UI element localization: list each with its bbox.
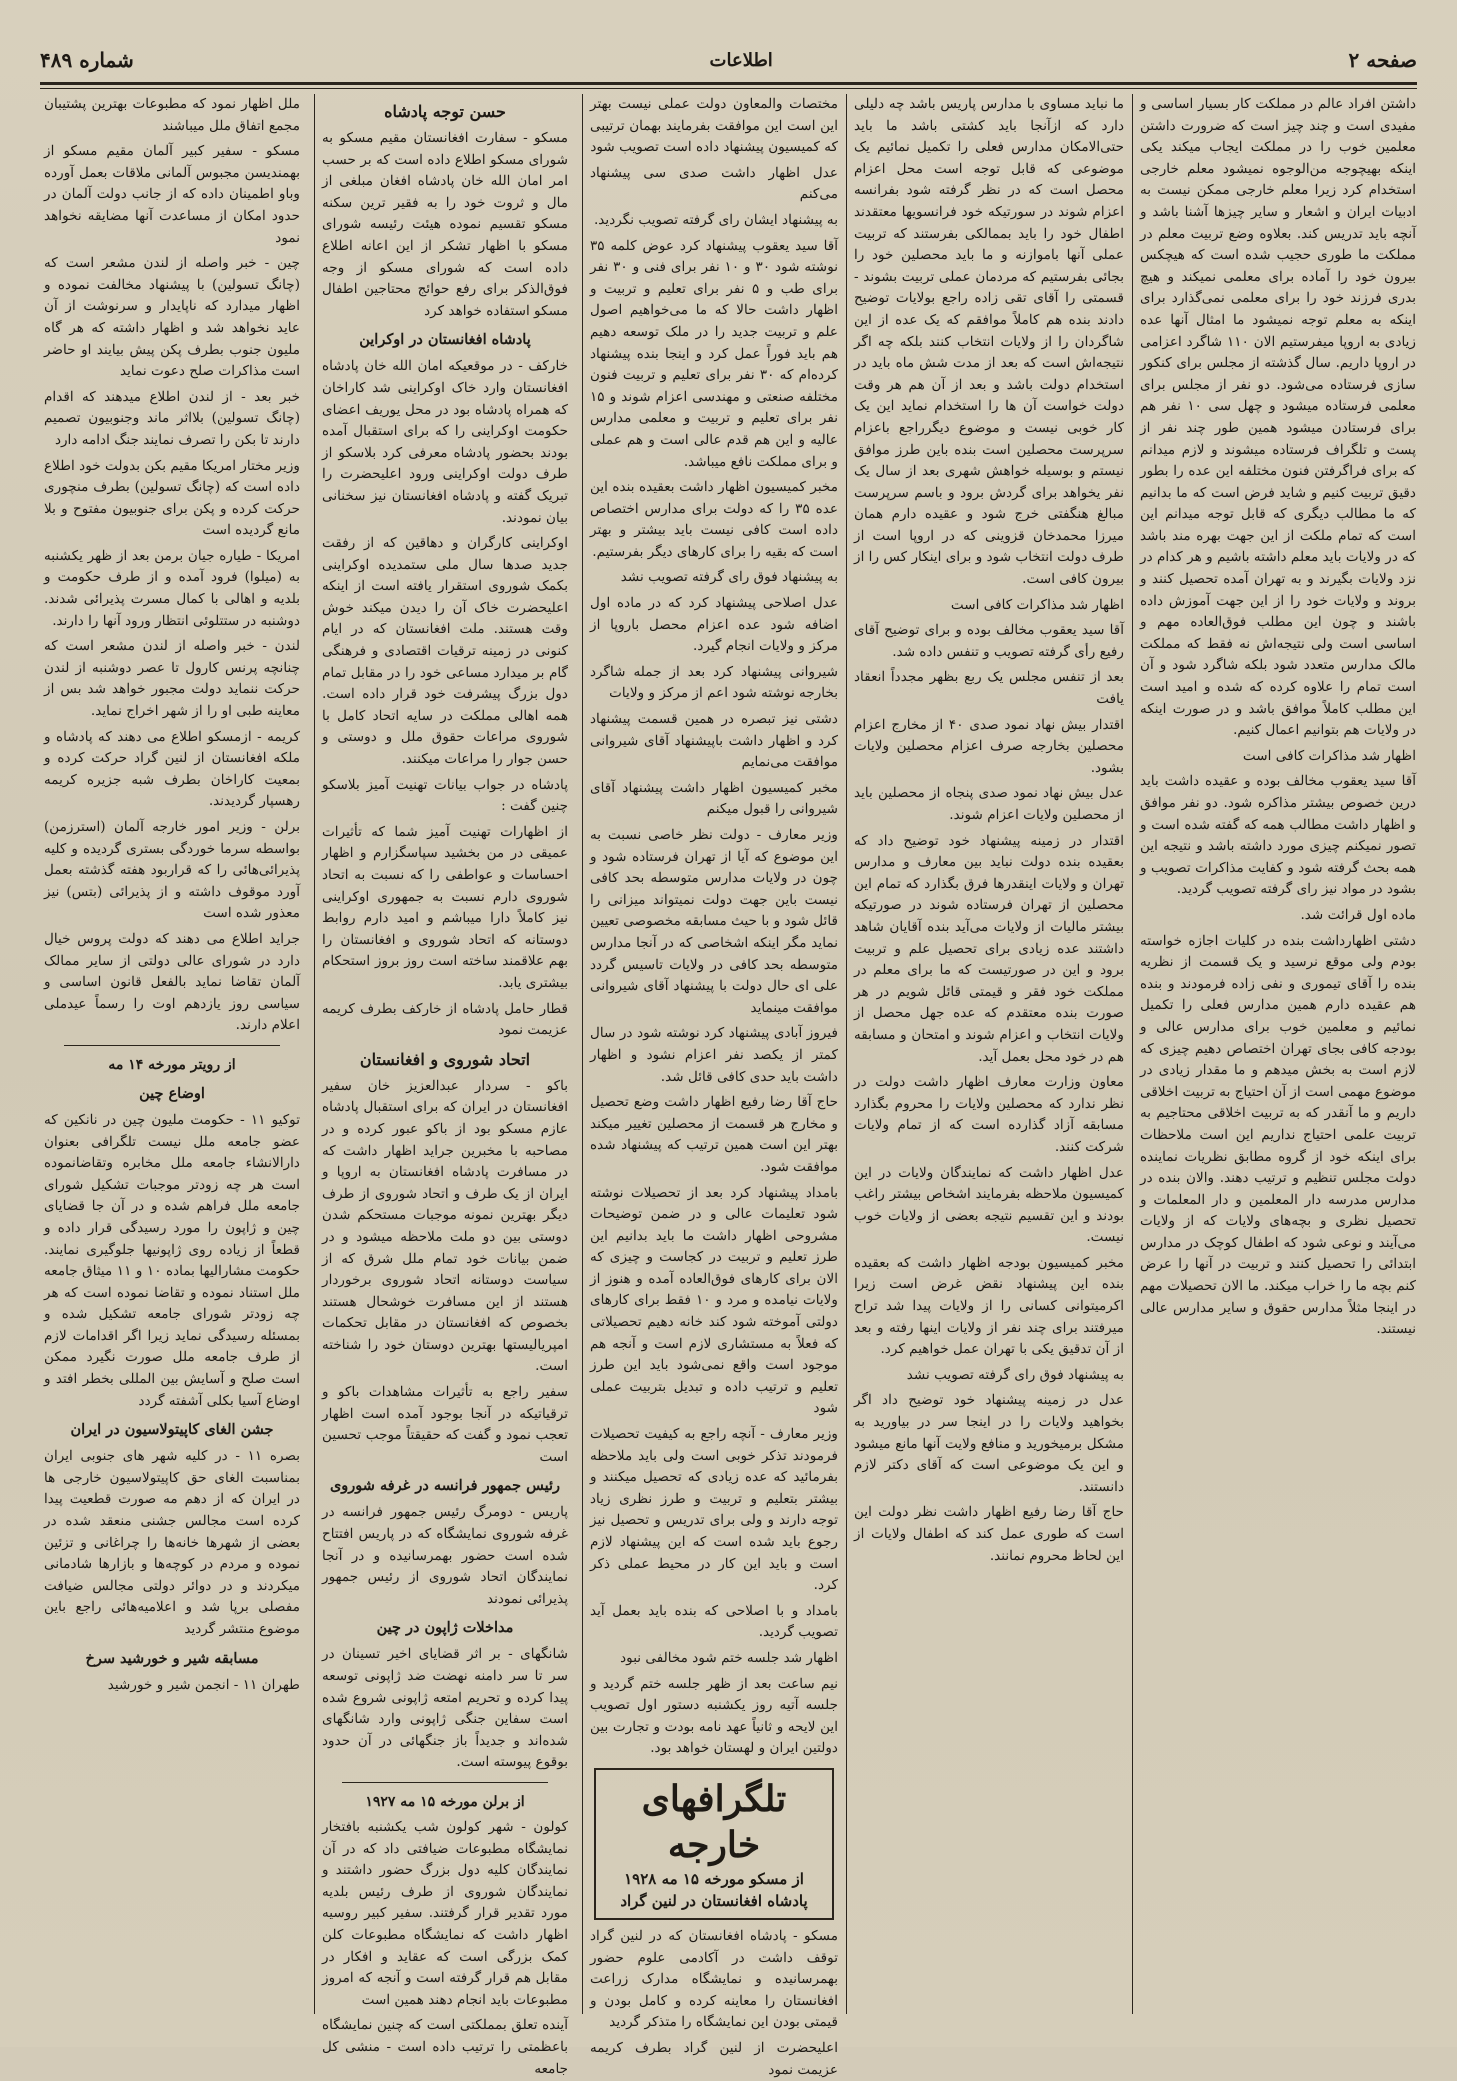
article-paragraph: از اظهارات تهنیت آمیز شما که تأثیرات عمیقی در من بخشید سپاسگزارم و اظهار احساسات و عواطفی را که نسبت به اتحاد شوروی دارم نسبت به جمهوری اوکراینی نیز کاملاً دارا میباشم و امید دارم روابط دوستانه که اتحاد شوروی و افغانستان را بهم علاقمند ساخته است روز بروز استحکام بیشتری یابد. [322, 823, 568, 991]
section-separator [342, 1782, 548, 1783]
article-paragraph: اقتدار بیش نهاد نمود صدی ۴۰ از مخارج اعزام محصلین بخارجه صرف اعزام محصلین ولایات بشود. [854, 716, 1124, 776]
column-3 [590, 94, 839, 2078]
article-paragraph: لندن - خبر واصله از لندن مشعر است که چنانچه پرنس کارول تا عصر دوشنبه از لندن حرکت ننماید دولت مجبور خواهد شد بس از معاینه طبی او را از شهر اخراج نماید. [44, 638, 300, 720]
article-paragraph: جراید اطلاع می دهند که دولت پروس خیال دارد در شورای عالی دولتی از سایر ممالک آلمان تقاضا نماید بالفعل قانون اساسی و سیاسی روز یازدهم اوت را رسماً عیدملی اعلام دارند. [44, 930, 300, 1034]
article-paragraph: مسکو - سفارت افغانستان مقیم مسکو به شورای مسکو اطلاع داده است که بر حسب امر امان الله خان پادشاه افغان مبلغی از مال و ثروت خود را به فقیر ترین سکنه مسکو تقسیم نموده هیئت رئیسه شورای مسکو با اظهار تشکر از این اعانه اطلاع داده است که شورای مسکو از وجه فوق‌الذکر برای رفع حوائج محتاجین اطفال مسکو استفاده خواهد کرد [322, 130, 568, 319]
masthead-rule [40, 82, 1417, 85]
article-paragraph: مسکو - پادشاه افغانستان که در لنین گراد توقف داشت در آکادمی علوم حضور بهمرسانیده و نمایشگاه مدارک زراعت افغانستان را معاینه کرده و کامل بودن و قیمتی بودن این نمایشگاه را متذکر گردید [590, 1927, 838, 2031]
article-paragraph: معاون وزارت معارف اظهار داشت دولت در نظر ندارد که محصلین ولایات را محروم بگذارد مسابقه آزاد گذارده است که از تمام ولایات شرکت کنند. [854, 1074, 1124, 1155]
headline: جشن الغای کاپیتولاسیون در ایران [70, 1421, 274, 1439]
telegram-subtitle: پادشاه افغانستان در لنین گراد [620, 1891, 808, 1910]
page-number: صفحه ۲ [1348, 48, 1417, 72]
article-paragraph: باکو - سردار عبدالعزیز خان سفیر افغانستان در ایران که برای استقبال پادشاه عازم مسکو بود از باکو عبور کرده و در مصاحبه با مخبرین جراید اظهار داشت که در مسافرت پادشاه افغانستان به اروپا و ایران از یک طرف و اتحاد شوروی از طرف دیگر بهترین نمونه موجبات مستحکم شدن دوستی بین دو ملت ملاحظه میشود و در ضمن بیانات خود تمام ملل شرق که از سیاست دوستانه اتحاد شوروی برخوردار هستند از این مسافرت خوشحال هستند بخصوص که افغانستان در مقابل تحکمات امپریالیستها بهترین دوستان خود را شناخته است. [322, 1077, 568, 1375]
headline: اوضاع چین [139, 1084, 205, 1102]
article-paragraph: توکیو ۱۱ - حکومت ملیون چین در نانکین که عضو جامعه ملل نیست تلگرافی بعنوان دارالانشاء جامعه ملل مخابره وتقاضانموده است هر چه زودتر موجبات تشکیل شورای جامعه ملل فراهم شده و در آن جا قضایای چین و ژاپون را مورد رسیدگی قرار داده و قطعاً از زیاده روی ژاپونیها جلوگیری نمایند. حکومت مشارالیها بماده ۱۰ و ۱۱ میثاق جامعه ملل استناد نموده و تقاضا نموده است که هر چه زودتر شورای جامعه تشکیل شده و بمسئله رسیدگی نماید زیرا اگر اقدامات لازم از طرف جامعه ملل صورت نگیرد ممکن است صلح و آسایش بین المللی بخطر افتد و اوضاع آسیا بکلی آشفته گردد [44, 1111, 301, 1409]
article-paragraph: طهران ۱۱ - انجمن شیر و خورشید [107, 1676, 300, 1693]
article-paragraph: ملل اظهار نمود که مطبوعات بهترین پشتیبان مجمع اتفاق ملل میباشند [44, 96, 300, 134]
article-paragraph: پاریس - دومرگ رئیس جمهور فرانسه در غرفه شوروی نمایشگاه که در پاریس افتتاح شده است حضور بهمرسانیده و در آنجا نمایندگان اتحاد شوروی از رئیس جمهور پذیرائی نمودند [322, 1504, 568, 1607]
article-paragraph: مسکو - سفیر کبیر آلمان مقیم مسکو از بهمندیسن مجبوس آلمانی ملاقات بعمل آورده وباو اطمینان داده که از جانب دولت آلمان در حدود امکان از مساعدت آنها مضایقه نخواهد نمود [44, 143, 300, 246]
headline: پادشاه افغانستان در اوکراین [359, 331, 531, 349]
article-paragraph: سفیر راجع به تأثیرات مشاهدات باکو و ترقیاتیکه در آنجا بوجود آمده است اظهار تعجب نمود و گفت که حقیقتاً موجب تحسین است [322, 1384, 568, 1465]
column-divider [582, 94, 583, 2014]
article-paragraph: مخبر کمیسیون اظهار داشت بعقیده بنده این عده ۳۵ را که دولت برای مدارس اختصاص داده است کافی نیست باید بیشتر و بهتر است که بقیه را برای کارهای دیگر بفرستیم. [590, 479, 838, 560]
headline: مسابقه شیر و خورشید سرخ [85, 1649, 259, 1667]
article-paragraph: بامداد پیشنهاد کرد بعد از تحصیلات نوشته شود تعلیمات عالی و در ضمن توضیحات مشروحی اظهار داشت ما باید بدانیم این طرز تعلیم و تربیت در کجاست و چیزی که الان برای کارهای فوق‌العاده آمده و هنوز از ولایات نیامده و مرد و ۱۰ فقط برای کارهای دولتی آموخته شود کند خانه دهیم تحصیلاتی که فعلاً به مستشاری لازم است و آنجه هم موجود است واقع نمی‌شود باید این طرز تعلیم و ترتیب داده و تبدیل بتربیت عملی شود [590, 1184, 838, 1417]
column-divider [1132, 94, 1133, 2014]
masthead [40, 40, 1417, 80]
paper-name: اطلاعات [709, 49, 773, 71]
article-paragraph: وزیر معارف - آنچه راجع به کیفیت تحصیلات فرمودند تذکر خوبی است ولی باید ملاحظه بفرمائید که عده زیادی که تحصیل میکنند و بیشتر بتعلیم و تربیت و طرز نظری زیاد توجه دارند و ولی برای تدریس و تحصیل نیز رجوع باید شده است که این پیشنهاد لازم است و باید این کار در محیط عملی ذکر کرد. [590, 1426, 838, 1594]
article-paragraph: وزیر معارف - دولت نظر خاصی نسبت به این موضوع که آیا از تهران فرستاده شود و چون در ولایات مدارس متوسطه بحد کافی نیست باین جهت دولت نمیتواند میزانی را قائل شود و با حیث مسابقه مخصوصی تعیین نماید مگر اینکه اشخاصی که در آنجا مدارس متوسطه بحد کافی در ولایات تاسیس گردد علی ای حال دولت با پیشنهاد آقای شیروانی موافقت مینماید [590, 827, 838, 1016]
article-paragraph: آقا سید یعقوب پیشنهاد کرد عوض کلمه ۳۵ نوشته شود ۳۰ و ۱۰ نفر برای فنی و ۳۰ نفر برای طب و ۵ نفر برای تعلیم و تربیت و اظهار داشت حالا که ما می‌خواهیم اصول علم و تربیت جدید را در ملک توسعه دهیم هم باید فوراً عمل کرد و اینجا بنده پیشنهاد کرده‌ام که ۳۰ نفر برای تعلیم و تربیت فنون مختلفه صنعتی و مهندسی اعزام شوند و ۱۵ نفر برای تعلیم و تربیت و معلمی مدارس عالیه و این هم قدم عالی است و هم عملی و برای مملکت نافع میباشد. [590, 237, 839, 470]
article-paragraph: مخبر کمیسیون اظهار داشت پیشنهاد آقای شیروانی را قبول میکنم [590, 779, 838, 818]
article-paragraph: دشتی نیز تبصره در همین قسمت پیشنهاد کرد و اظهار داشت باپیشنهاد آقای شیروانی موافقت می‌نمایم [590, 711, 838, 771]
article-paragraph: عدل در زمینه پیشنهاد خود توضیح داد اگر بخواهید ولایات را در اینجا سر در بیاورید به مشکل برمیخورید و منافع ولایت آنها مانع میشود و این یک موضوعی است که آقای دکتر لازم دانستند. [854, 1392, 1124, 1495]
article-paragraph: وزیر مختار امریکا مقیم بکن بدولت خود اطلاع داده است که (چانگ تسولین) بطرف منچوری حرکت کرده و پکن برای جنوبیون مفتوح و بلا مانع گردیده است [44, 457, 300, 539]
article-paragraph: به پیشنهاد ایشان رای گرفته تصویب نگردید. [593, 211, 838, 228]
article-paragraph: مختصات والمعاون دولت عملی نیست بهتر این است این موافقت بفرمایند بهمان ترتیبی که کمیسیون پیشنهاد داده است تصویب شود [590, 96, 838, 156]
article-paragraph: آینده تعلق بمملکتی است که چنین نمایشگاه باعظمتی را ترتیب داده است - منشی کل جامعه [322, 2017, 568, 2077]
article-paragraph: خارکف - در موقعیکه امان الله خان پادشاه افغانستان وارد خاک اوکراینی شد کاراخان که همراه پادشاه بود در محل یوریف اعضای حکومت اوکراینی را که برای استقبال آمده بودند بحضور پادشاه معرفی کرد بلاسکو از طرف دولت اوکراینی ورود اعلیحضرت را تبریک گفته و پادشاه افغانستان نیز سخنانی بیان نمودند. [322, 358, 568, 526]
column-1 [1140, 94, 1416, 2014]
telegram-date: از مسکو مورخه ۱۵ مه ۱۹۲۸ [624, 1869, 804, 1888]
article-paragraph: شانگهای - بر اثر قضایای اخیر تسینان در سر تا سر دامنه نهضت ضد ژاپونی توسعه پیدا کرده و تحریم امتعه ژاپونی شروع شده است سفاین جنگی ژاپونی وارد شانگهای شده‌اند و جدیداً باز جنگهائی در آن حدود بوقوع پیوسته است. [322, 1646, 568, 1771]
article-paragraph: عدل بیش نهاد نمود صدی پنجاه از محصلین باید از محصلین ولایات اعزام شوند. [854, 785, 1124, 823]
dateline: از رویتر مورخه ۱۴ مه [108, 1056, 236, 1073]
column-5 [44, 94, 300, 2014]
article-paragraph: برلن - وزیر امور خارجه آلمان (استرزمن) بواسطه سرما خوردگی بستری گردیده و کلیه پذیرائی‌هائی را که قراربود هفته گذشته بعمل آورد موقوف داشته و از پذیرائی (بتس) نیز معذور شده است [44, 819, 300, 922]
article-paragraph: بعد از تنفس مجلس یک ربع بظهر مجدداً انعقاد یافت [854, 669, 1124, 708]
foreign-telegrams-title: تلگرافهای خارجه [641, 1777, 787, 1866]
article-paragraph: چین - خبر واصله از لندن مشعر است که (چانگ تسولین) با پیشنهاد مخالفت نموده و اظهار میدارد که ناپایدار و سرنوشت از آن عاید نخواهد شد و اظهار داشته که هر گاه ملیون جنوب بطرف پکن پیش بیایند او حاضر است مذاکرات صلح دعوت نماید [44, 255, 300, 380]
article-paragraph: حاج آقا رضا رفیع اظهار داشت وضع تحصیل و مخارج هر قسمت از محصلین تغییر میکند بهتر این است همین ترتیب که پیشنهاد شده موافقت شود. [590, 1094, 838, 1175]
column-2 [854, 94, 1124, 2014]
article-paragraph: اظهار شد جلسه ختم شود مخالفی نبود [620, 1649, 838, 1666]
article-paragraph: به پیشنهاد فوق رای گرفته تصویب نشد [620, 569, 838, 586]
dateline: از برلن مورخه ۱۵ مه ۱۹۲۷ [365, 1793, 525, 1810]
article-paragraph: امریکا - طیاره جیان برمن بعد از ظهر یکشنبه به (میلوا) فرود آمده و از طرف حکومت و بلدیه و اهالی با کمال مسرت پذیرائی شدند. دوشنبه در ستتلوئی انتظار ورود آنها را دارند. [44, 547, 300, 629]
headline: اتحاد شوروی و افغانستان [359, 1049, 531, 1069]
article-paragraph: عدل اصلاحی پیشنهاد کرد که در ماده اول اضافه شود عده اعزام محصل باروپا از مرکز و ولایات انجام گیرد. [590, 595, 838, 655]
article-paragraph: اقتدار در زمینه پیشنهاد خود توضیح داد که بعقیده بنده دولت نباید بین معارف و مدارس تهران و ولایات اینقدرها فرق بگذارد که تمام این محصلین از تهران فرستاده شوند در صورتیکه بیشتر مالیات از ولایات می‌آید بنده آقایان شاهد داشتند عده زیادی برای تحصیل علم و تربیت برود و این در صورتیست که ما برای معلم در مملکت خود فقر و قیمتی قائل شویم در هر صورت بنده معتقدم که عده جهل محصل از ولایات انتخاب و اعزام شوند و امتحان و مسابقه هم در خود محل بعمل آید. [854, 832, 1124, 1065]
article-paragraph: آقا سید یعقوب مخالف بوده و برای توضیح آقای رفیع رأی گرفته تصویب و تنفس داده شد. [854, 622, 1124, 660]
article-paragraph: اظهار شد مذاکرات کافی است [1242, 747, 1416, 764]
article-paragraph: ما نباید مساوی با مدارس پاریس باشد چه دلیلی دارد که ازآنجا باید کشتی باشد ما باید حتی‌الامکان مدارس فعلی را تکمیل نمائیم یک موضوعی که قابل توجه است محل اعزام محصل است که در نظر گرفته شود بفرانسه اعزام شوند در سورتیکه خود فرانسویها معتقدند اطفال خود را باید بممالکی بفرستند که تربیت عملی آنها باموازنه و ما باید محصلین خود را بجائی بفرستیم که مردمان عملی تربیت بشوند - قسمتی را آقای تقی زاده راجع بولایات توضیح دادند بنده هم کاملاً موافقم که یک عده از این شاگردان را از ولایات انتخاب کنند بلکه چه اگر نتیجه‌اش است که بعد از مدت شش ماه باید در استخدام دولت باشد و بعد از آن هم هر وقت دولت خواست آن ها را استخدام نماید این یک کار خوبی نیست و موضوع دیگرراجع باعزام سرپرست محصلین است بنده باین طرز موافق نیستم و بوسیله خواهش شهری بعد از سال یک نفر یخواهد برای گردش برود و باسم سرپرست مبالغ هنگفتی خرج شود و عقیده دارم همان میرزا محمدخان قزوینی که در اروپا است از طرف دولت انتخاب شود و برای اینکار کس را از بیرون کافی است. [854, 96, 1124, 588]
article-paragraph: عدل اظهار داشت که نمایندگان ولایات در این کمیسیون ملاحظه بفرمایند اشخاص بیشتر راغب بودند و این تقسیم نتیجه بعضی از ولایات خوب نیست. [854, 1164, 1124, 1246]
article-paragraph: حاج آقا رضا رفیع اظهار داشت نظر دولت این است که طوری عمل کند که اطفال ولایات از این لحاظ محروم نمانند. [854, 1504, 1124, 1564]
article-paragraph: کولون - شهر کولون شب یکشنبه بافتخار نمایشگاه مطبوعات ضیافتی داد که در آن نمایندگان کلیه دول بزرگ حضور داشتند و نمایندگان شوروی از طرف رئیس بلدیه مورد تقدیر قرار گرفتند. سفیر کبیر روسیه اظهار داشت که نمایشگاه مطبوعات کلن کمک بزرگی است که عقاید و افکار در مقابل هم قرار گرفته است و آنجه که امروز مطبوعات باید انجام دهند همین است [322, 1818, 568, 2008]
article-paragraph: بصره ۱۱ - در کلیه شهر های جنوبی ایران بمناسبت الغای حق کاپیتولاسیون خارجی ها در ایران که از دهم مه صورت قطعیت پیدا کرده است مجالس جشنی منعقد شده در بعضی از شهرها خانه‌ها را چراغانی و تزئین نموده و مردم در کوچه‌ها و بازارها شادمانی میکردند و در دوائر دولتی مجالس ضیافت مفصلی برپا شد و اعلامیه‌هائی راجع باین موضوع منتشر گردید [44, 1448, 301, 1637]
article-paragraph: بامداد و با اصلاحی که بنده باید بعمل آید تصویب گردید. [590, 1602, 838, 1641]
article-paragraph: ماده اول قرائت شد. [1300, 906, 1416, 923]
column-divider [846, 94, 847, 2014]
article-paragraph: قطار حامل پادشاه از خارکف بطرف کریمه عزیمت نمود [322, 1000, 568, 1039]
article-paragraph: پادشاه در جواب بیانات تهنیت آمیز بلاسکو چنین گفت : [322, 776, 568, 815]
article-paragraph: دشتی اظهارداشت بنده در کلیات اجازه خواسته بودم ولی موقع نرسید و یک قسمت از نظریه بنده را آقای تیموری و نفی زاده فرمودند و بنده هم عقیده دارم همین مدارس فعلی را تکمیل نمائیم و معلمین خوب برای مدارس عالی و بودجه کافی بجای تهران اختصاص دهیم چیزی که لازم است به بخش میدهم و ما مقدار زیادی در موضوع مهمی است از آن احتیاج به تربیت اخلاقی داریم و ما آنقدر که به تربیت اخلاقی محتاجیم به تربیت علمی احتیاج نداریم این است ملاحظات برای اینکه خود از گروه مطابق نظریات نماینده دولت مجلس تنظیم و ترتیب دهند. والان بنده در مدارس مدرسه دار المعلمین و دار المعلمات و تحصیل نظری و بچه‌های ولایات که از ولایات می‌آیند و نوعی شود که اطفال کوچک در مدارس ابتدائی را تحصیل کنند و تربیت در آنها را عرض کنم بچه ما را خراب میکند. ما الان تحصیلات مهم در اینجا مثلاً مدارس حقوق و سایر مدارس عالی نیستند. [1140, 932, 1416, 1338]
article-paragraph: به پیشنهاد فوق رای گرفته تصویب نشد [906, 1366, 1124, 1383]
article-paragraph: عدل اظهار داشت صدی سی پیشنهاد می‌کنم [590, 164, 838, 203]
article-paragraph: خبر بعد - از لندن اطلاع میدهند که اقدام (چانگ تسولین) بلااثر ماند وجنوبیون تصمیم دارند تا بکن را تصرف نمایند جنگ ادامه دارد [44, 388, 300, 448]
article-paragraph: آقا سید یعقوب مخالف بوده و عقیده داشت باید درین خصوص بیشتر مذاکره شود. دو نفر موافق و اظهار داشت مطالب همه که گفته شده است و تصور نمیکنم چیزی مورد داشته باشد و نتیجه این همه بحث گرفته شود و کفایت مذاکرات تصویب و بشود در مواد نیز رای گرفته تصویب گردید. [1140, 773, 1416, 898]
article-paragraph: داشتن افراد عالم در مملکت کار بسیار اساسی و مفیدی است و چند چیز است که ضرورت داشتن معلمین خوب را در مملکت ایجاب میکند یکی اینکه بهیچوجه من‌الوجوه نمیشود معلم خارجی استخدام کرد زیرا معلم خارجی ممکن نیست به ادبیات ایران و اشعار و سایر چیزها آشنا باشد و آنچه باید تدریس کند. بعلاوه وضع تربیت معلم در مملکت ما طوری حجیب شده است که هیچکس بیرون خود را آماده برای معلمی نمیکند و هیچ بدری فرزند خود را برای معلمی نمی‌گذارد برای اینکه به معلم توجه نمیشود ما امثال آنها عده زیادی به اروپا میفرستیم الان ۱۱۰ شاگرد اعزامی در اروپا داریم. سال گذشته از مجلس برای کنکور سازی فرستاده می‌شود. دو نفر از مجلس برای معلمی فرستاده میشود و چهل سی ۱۰ نفر هم برای فرستادن میشود همین طور چند نفر از پست و تلگراف فرستاده میشوند و لازم میدانم که برای فراگرفتن فنون مختلفه این عده را بطور دقیق تربیت کنیم و شاید فرض است که ما بدانیم که ما مطالب دیگری که قابل توجه میدانم این است که تمام ملکت از این جهت بهره مند باشد که در ولایات باید معلم داشته باشیم و هر کدام در نزد ولایات بگیرند و به تهران آمده تحصیل کنند و بروند و ولایات خود را از این جهت آموزش داده باشند و چون این مطلب فوق‌العاده مهم و اساسی است ولی نتیجه‌اش نه فقط که مملکت مالک مدارس متعدد شود بلکه شاگرد شود و آن است تمام را علاوه کرده که شده و امید است این مطلب کاملاً موافق باشد و در صورت اینکه در ولایات هم بتوانیم اعمال کنیم. [1140, 96, 1416, 739]
article-paragraph: مخبر کمیسیون بودجه اظهار داشت که بعقیده بنده این پیشنهاد نقض غرض است زیرا اکرمیتوانی کسانی را از ولایات پیدا شد تراح میرفتند برای چند نفر از ولایات اینها رفته و بعد از آن تدقیق یکی با تهران عمل خواهیم کرد. [854, 1254, 1124, 1358]
article-paragraph: اعلیحضرت از لنین گراد بطرف کریمه عزیمت نمود [590, 2039, 838, 2078]
column-divider [314, 94, 315, 2014]
masthead-rule-thin [40, 88, 1417, 89]
section-separator [64, 1045, 280, 1046]
article-paragraph: نیم ساعت بعد از ظهر جلسه ختم گردید و جلسه آتیه روز یکشنبه دستور اول تصویب این لایحه و ثانیاً عهد نامه بودت و تجارت بین دولتین ایران و لهستان خواهد بود. [590, 1675, 838, 1757]
article-paragraph: فیروز آبادی پیشنهاد کرد نوشته شود در سال کمتر از یکصد نفر اعزام نشود و اظهار داشت باید حدی کافی قائل شد. [590, 1025, 838, 1085]
headline: رئیس جمهور فرانسه در غرفه شوروی [329, 1477, 561, 1495]
issue-number: شماره ۴۸۹ [40, 48, 134, 72]
article-paragraph: اوکراینی کارگران و دهاقین که از رفقت جدید صدها سال ملی ستمدیده اوکراینی بکمک شوروی استقرار یافته است از اینکه اعلیحضرت خاک آن را دیدن میکند خوش وقت هستند. ملت افغانستان که در ایام کنونی در زمینه ترقیات اقتصادی و فرهنگی گام بر میدارد مساعی خود را در مقابل تمام دول بزرگ پیشرفت خود قرار داده است. همه اهالی مملکت در سایه اتحاد کامل با شوروی مراعات حقوق ملل و دوستی و حسن جوار را مراعات میکنند. [322, 535, 568, 768]
article-paragraph: شیروانی پیشنهاد کرد بعد از جمله شاگرد بخارجه نوشته شود اعم از مرکز و ولایات [590, 663, 838, 702]
article-paragraph: اظهار شد مذاکرات کافی است [950, 596, 1124, 613]
foreign-telegrams-box [594, 1768, 834, 1920]
article-paragraph: کریمه - ازمسکو اطلاع می دهند که پادشاه و ملکه افغانستان از لنین گراد حرکت کرده و بمعیت کاراخان بطرف شبه جزیره کریمه رهسپار گردیدند. [44, 728, 300, 810]
column-4 [322, 94, 568, 2077]
headline: حسن توجه پادشاه [384, 102, 506, 121]
headline: مداخلات ژاپون در چین [376, 1619, 514, 1637]
